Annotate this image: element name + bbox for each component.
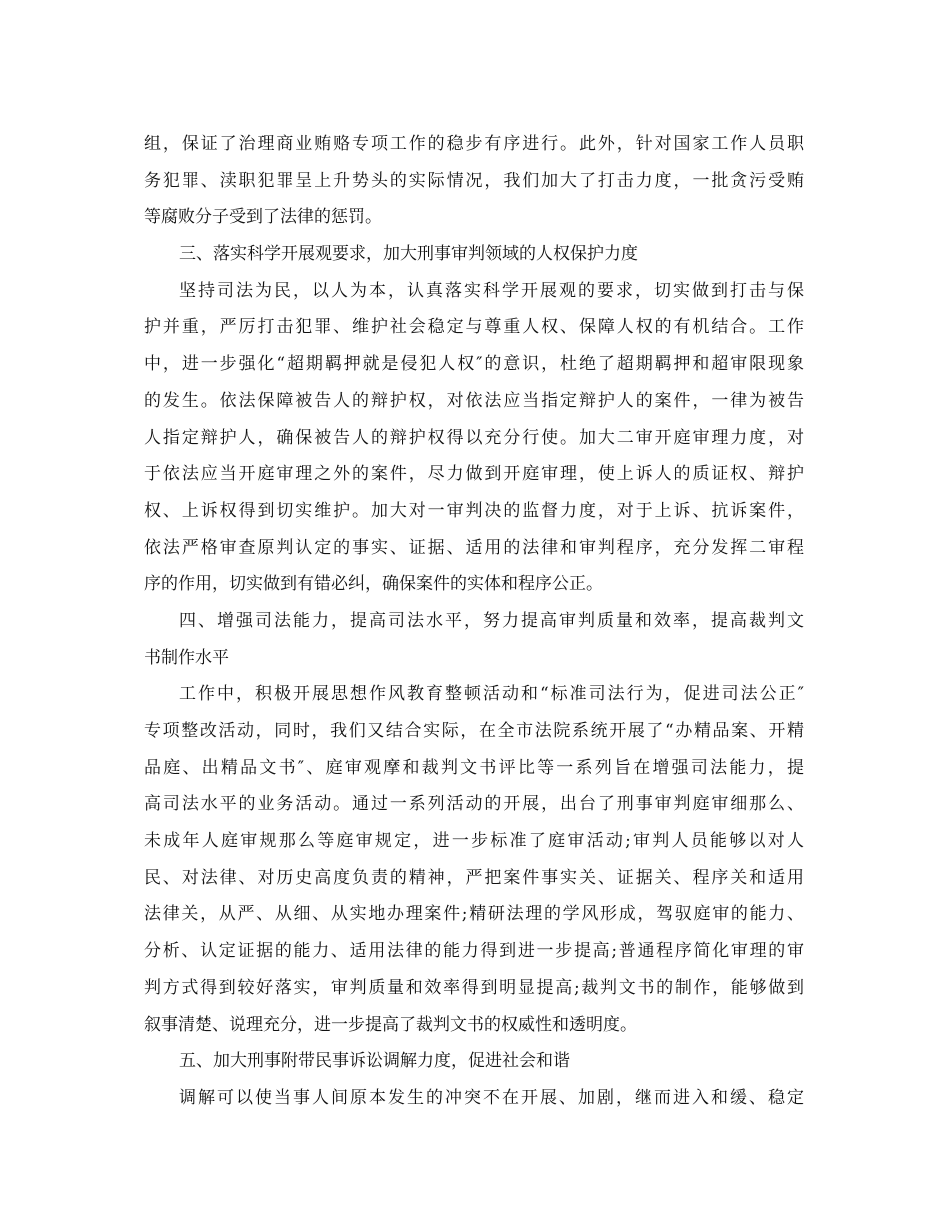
text-line: 高司法水平的业务活动。通过一系列活动的开展，出台了刑事审判庭审细那么、 [144,794,804,815]
document-body [144,126,804,1117]
text-line: 于依法应当开庭审理之外的案件，尽力做到开庭审理，使上诉人的质证权、辩护 [144,464,804,485]
text-line: 未成年人庭审规那么等庭审规定，进一步标准了庭审活动;审判人员能够以对人 [144,831,804,852]
text-line: 人指定辩护人，确保被告人的辩护权得以充分行使。加大二审开庭审理力度，对 [144,427,804,448]
text-line: 务犯罪、渎职犯罪呈上升势头的实际情况，我们加大了打击力度，一批贪污受贿 [144,170,804,191]
text-line: 护并重，严厉打击犯罪、维护社会稳定与尊重人权、保障人权的有机结合。工作 [144,317,804,338]
text-line: 依法严格审查原判认定的事实、证据、适用的法律和审判程序，充分发挥二审程 [144,537,804,558]
text-line: 品庭、出精品文书″、庭审观摩和裁判文书评比等一系列旨在增强司法能力，提 [144,757,804,778]
text-line: 坚持司法为民，以人为本，认真落实科学开展观的要求，切实做到打击与保 [179,280,804,301]
text-line: 序的作用，切实做到有错必纠，确保案件的实体和程序公正。 [144,574,603,595]
text-line: 调解可以使当事人间原本发生的冲突不在开展、加剧，继而进入和缓、稳定 [179,1087,804,1108]
text-line: 中，进一步强化“超期羁押就是侵犯人权″的意识，杜绝了超期羁押和超审限现象 [144,354,804,375]
text-line: 法律关，从严、从细、从实地办理案件;精研法理的学风形成，驾驭庭审的能力、 [144,904,804,925]
text-line: 权、上诉权得到切实维护。加大对一审判决的监督力度，对于上诉、抗诉案件， [144,500,804,521]
text-line: 专项整改活动，同时，我们又结合实际，在全市法院系统开展了“办精品案、开精 [144,721,804,741]
text-line: 民、对法律、对历史高度负责的精神，严把案件事实关、证据关、程序关和适用 [144,867,804,888]
text-line: 五、加大刑事附带民事诉讼调解力度，促进社会和谐 [179,1051,570,1072]
text-line: 工作中，积极开展思想作风教育整顿活动和“标准司法行为，促进司法公正″ [179,684,804,705]
text-line: 书制作水平 [144,647,229,668]
text-line: 等腐败分子受到了法律的惩罚。 [144,207,382,228]
text-line: 的发生。依法保障被告人的辩护权，对依法应当指定辩护人的案件，一律为被告 [144,390,804,411]
text-line: 四、增强司法能力，提高司法水平，努力提高审判质量和效率，提高裁判文 [179,610,804,631]
text-line: 叙事清楚、说理充分，进一步提高了裁判文书的权威性和透明度。 [144,1014,637,1035]
text-line: 三、落实科学开展观要求，加大刑事审判领域的人权保护力度 [179,244,638,265]
text-line: 分析、认定证据的能力、适用法律的能力得到进一步提高;普通程序简化审理的审 [144,941,804,962]
text-line: 组，保证了治理商业贿赂专项工作的稳步有序进行。此外，针对国家工作人员职 [144,134,804,154]
text-line: 判方式得到较好落实，审判质量和效率得到明显提高;裁判文书的制作，能够做到 [144,977,804,998]
